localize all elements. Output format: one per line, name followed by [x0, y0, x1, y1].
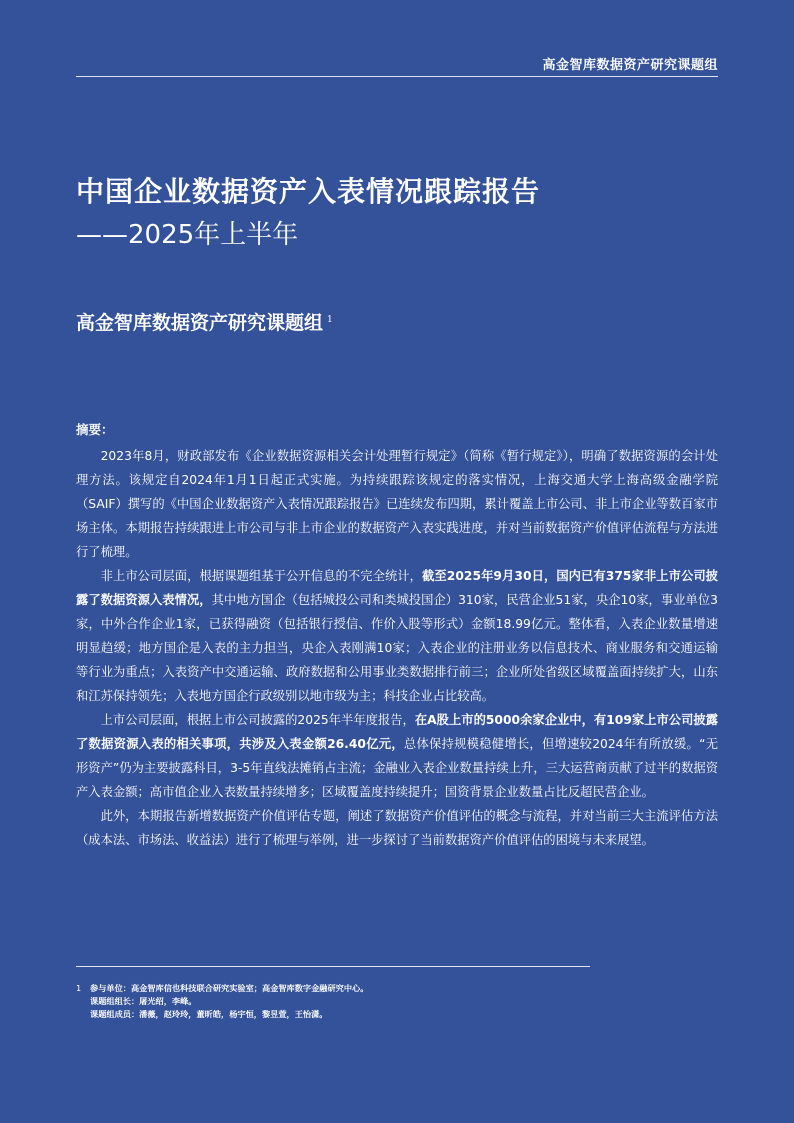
footnote-divider [76, 966, 590, 967]
p2-text-c: 其中地方国企（包括城投公司和类城投国企）310家，民营企业51家，央企10家，事业单位3家，中外合作企业1家，已获得融资（包括银行授信、作价入股等形式）金额18.99亿元。整体看，入表企业数量增速明显趋缓；地方国企是入表的主力担当，央企入表刚满10家；入表企业的注册业务以信息技术、商业服务和交通运输等行业为重点；入表资产中交通运输、政府数据和公用事业类数据排行前三；企业所处省级区域覆盖面持续扩大，山东和江苏保持领先；入表地方国企行政级别以地市级为主；科技企业占比较高。 [76, 593, 718, 703]
abstract-paragraph-2 [76, 564, 718, 708]
header-divider [76, 76, 718, 77]
abstract-paragraph-4: 此外，本期报告新增数据资产价值评估专题，阐述了数据资产价值评估的概念与流程，并对当前三大主流评估方法（成本法、市场法、收益法）进行了梳理与举例，进一步探讨了当前数据资产价值评估的困境与未来展望。 [76, 809, 718, 847]
footnote-leaders: 课题组组长：屠光绍，李峰。 [90, 996, 197, 1006]
author-name: 高金智库数据资产研究课题组 [76, 312, 324, 334]
p3-highlight: 在A股上市的5000余家企业中，有109家上市公司披露了数据资源入表的相关事项，共涉及入表金额26.40亿元， [76, 713, 718, 751]
p3-text-a: 上市公司层面，根据上市公司披露的2025年半年度报告， [100, 713, 415, 727]
abstract-paragraph-1: 2023年8月，财政部发布《企业数据资源相关会计处理暂行规定》（简称《暂行规定》），明确了数据资源的会计处理方法。该规定自2024年1月1日起正式实施。为持续跟踪该规定的落实情况，上海交通大学上海高级金融学院（SAIF）撰写的《中国企业数据资产入表情况跟踪报告》已连续发布四期，累计覆盖上市公司、非上市企业等数百家市场主体。本期报告持续跟进上市公司与非上市企业的数据资产入表实践进度，并对当前数据资产价值评估流程与方法进行了梳理。 [76, 449, 718, 559]
abstract-paragraph-3 [76, 708, 718, 804]
header-org-name: 高金智库数据资产研究课题组 [542, 58, 718, 73]
p2-text-a: 非上市公司层面，根据课题组基于公开信息的不完全统计， [100, 569, 423, 583]
author-line [76, 308, 333, 335]
abstract-label: 摘要： [76, 422, 114, 437]
abstract-section [76, 418, 718, 852]
report-title: 中国企业数据资产入表情况跟踪报告 [76, 175, 541, 208]
footnote-members: 课题组成员：潘薇，赵玲玲，董昕皓，杨宇恒，黎昱萱，王怡潇。 [90, 1009, 328, 1019]
report-subtitle: ——2025年上半年 [76, 220, 299, 250]
p2-highlight: 截至2025年9月30日，国内已有375家非上市公司披露了数据资源入表情况， [76, 569, 718, 607]
footnote-participants: 参与单位：高金智库信也科技联合研究实验室；高金智库数字金融研究中心。 [90, 983, 369, 993]
footnote-number: 1 [76, 983, 82, 993]
p3-text-c: 总体保持规模稳健增长，但增速较2024年有所放缓。“无形资产”仍为主要披露科目，3-5年直线法摊销占主流；金融业入表企业数量持续上升，三大运营商贡献了过半的数据资产入表金额；高市值企业入表数量持续增多；区域覆盖度持续提升；国资背景企业数量占比反超民营企业。 [76, 737, 718, 799]
footnote [76, 982, 676, 1021]
footnote-mark: 1 [327, 314, 333, 325]
